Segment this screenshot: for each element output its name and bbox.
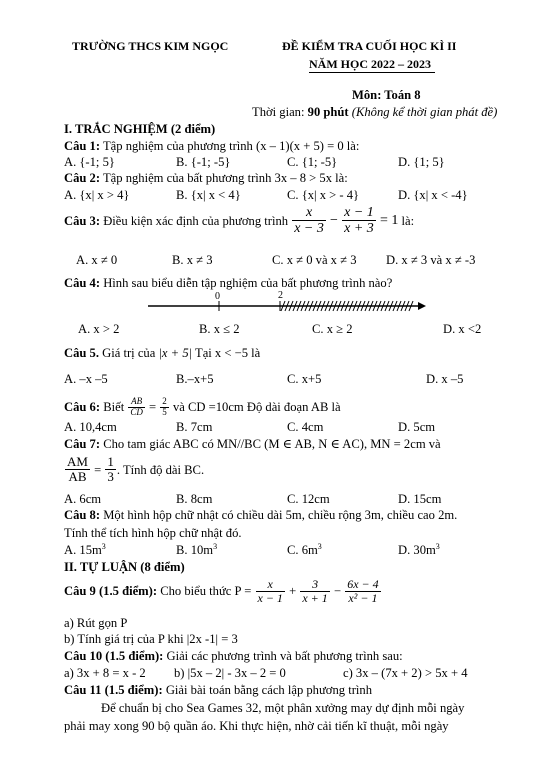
q6-fraction-ab-cd <box>128 397 145 418</box>
part2-title: II. TỰ LUẬN (8 điểm) <box>64 560 185 574</box>
q1-label: Câu 1: <box>64 139 101 153</box>
q3-fraction-2 <box>342 205 376 237</box>
q10-part-c: c) 3x – (7x + 2) > 5x + 4 <box>343 666 468 680</box>
q1-option-b: B. {-1; -5} <box>176 155 231 169</box>
q3-frac1-num: x <box>292 205 326 221</box>
q8-option-a-sup: 3 <box>101 541 106 551</box>
q6-ab: AB <box>128 397 145 408</box>
part1-title: I. TRẮC NGHIỆM (2 điểm) <box>64 122 216 136</box>
q2-text: Tập nghiệm của bất phương trình 3x – 8 > 5x là: <box>102 171 348 185</box>
q9-f2-den: x + 1 <box>302 591 328 606</box>
q9-f1-den: x − 1 <box>257 591 283 606</box>
q2-option-d: D. {x| x < -4} <box>398 188 468 202</box>
q9-part-b: b) Tính giá trị của P khi |2x -1| = 3 <box>64 632 238 646</box>
q9-plus: + <box>289 584 297 599</box>
q9-minus: − <box>333 584 342 599</box>
q5-expr: |x + 5| <box>158 346 193 360</box>
q9-f3-den: x² − 1 <box>348 591 378 606</box>
number-line-diagram <box>140 296 430 314</box>
q7-option-c: C. 12cm <box>287 492 330 506</box>
q5-option-d: D. x –5 <box>426 372 464 386</box>
q4 <box>64 277 392 290</box>
q7-option-b: B. 8cm <box>176 492 213 506</box>
q7-label: Câu 7: <box>64 437 101 451</box>
q5 <box>64 347 260 360</box>
q11-paragraph-1: Để chuẩn bị cho Sea Games 32, một phân xưởng may dự định mỗi ngày <box>101 701 465 715</box>
q8-option-d-sup: 3 <box>435 541 440 551</box>
q3-text: Điều kiện xác định của phương trình <box>103 213 289 228</box>
number-line-tick-2: 2 <box>278 290 283 301</box>
q1-option-d: D. {1; 5} <box>398 155 445 169</box>
time-label: Thời gian: <box>252 105 308 119</box>
year-underline <box>309 72 435 73</box>
q4-label: Câu 4: <box>64 276 101 290</box>
q8-option-d-text: D. 30m <box>398 543 436 557</box>
q1-text: Tập nghiệm của phương trình (x – 1)(x + 5) = 0 là: <box>102 139 360 153</box>
q7-option-d: D. 15cm <box>398 492 442 506</box>
q2-option-c: C. {x| x > - 4} <box>287 188 360 202</box>
q8-text: Một hình hộp chữ nhật có chiều dài 5m, chiều rộng 3m, chiều cao 2m. <box>103 508 458 522</box>
q8-option-c <box>287 541 322 557</box>
q11-paragraph-2: phải may xong 90 bộ quần áo. Khi thực hiện, nhờ cải tiến kĩ thuật, mỗi ngày <box>64 719 449 733</box>
q5-label: Câu 5. <box>64 346 99 360</box>
q9-fraction-1 <box>256 578 285 605</box>
q9-label: Câu 9 (1.5 điểm): <box>64 584 158 599</box>
q6-label: Câu 6: <box>64 400 101 415</box>
q4-option-c: C. x ≥ 2 <box>312 322 353 336</box>
q3-equals: = 1 <box>379 212 399 228</box>
q4-text: Hình sau biểu diễn tập nghiệm của bất phương trình nào? <box>103 276 393 290</box>
q9-fraction-2 <box>300 578 329 605</box>
q6-fraction-2-5 <box>160 397 169 418</box>
q7-ratio: $\frac{AM}{AB}$ = $\frac{1}{3}$ . Tính độ dài BC. <box>67 454 205 485</box>
q3-option-d: D. x ≠ 3 và x ≠ -3 <box>386 253 476 267</box>
q7-fraction-am-ab <box>65 455 90 485</box>
q3-label: Câu 3: <box>64 213 101 228</box>
q5-option-b: B.–x+5 <box>176 372 214 386</box>
q9 <box>64 578 382 605</box>
q5-option-c: C. x+5 <box>287 372 322 386</box>
q3-tail: là: <box>401 213 415 228</box>
q5-cond: Tại x < −5 là <box>195 346 261 360</box>
q3 <box>64 205 414 237</box>
number-line-arrow <box>418 302 426 310</box>
q7-num: 1 <box>107 454 114 469</box>
q1 <box>64 140 359 153</box>
q3-option-a: A. x ≠ 0 <box>76 253 118 267</box>
q6-option-d: D. 5cm <box>398 420 436 434</box>
school-year: NĂM HỌC 2022 – 2023 <box>309 57 431 71</box>
q6-cd: CD <box>130 406 143 417</box>
q6-option-b: B. 7cm <box>176 420 213 434</box>
q4-option-d: D. x <2 <box>443 322 482 336</box>
q9-p: P = <box>234 584 252 599</box>
number-line-tick-0: 0 <box>215 291 220 302</box>
q8-option-d <box>398 541 440 557</box>
q2-option-b: B. {x| x < 4} <box>176 188 241 202</box>
q6 <box>64 397 341 418</box>
q10-part-a: a) 3x + 8 = x - 2 <box>64 666 146 680</box>
q8-label: Câu 8: <box>64 508 101 522</box>
q1-option-a: A. {-1; 5} <box>64 155 115 169</box>
q7-text: Cho tam giác ABC có MN//BC (M ∈ AB, N ∈ AC), MN = 2cm và <box>103 437 441 451</box>
q7 <box>64 438 441 451</box>
q10 <box>64 650 403 663</box>
q6-den: 5 <box>162 406 167 417</box>
time-value: 90 phút <box>307 105 349 119</box>
q10-label: Câu 10 (1.5 điểm): <box>64 649 164 663</box>
q3-fraction-1 <box>292 205 326 237</box>
q6-text-b: và CD =10cm Độ dài đoạn AB là <box>172 400 341 415</box>
q10-text: Giải các phương trình và bất phương trình sau: <box>166 649 403 663</box>
subject: Môn: Toán 8 <box>352 88 421 102</box>
q11-label: Câu 11 (1.5 điểm): <box>64 683 163 697</box>
q9-f1-num: x <box>256 578 285 592</box>
q8-option-c-sup: 3 <box>317 541 322 551</box>
q8-option-b-sup: 3 <box>213 541 218 551</box>
q6-option-c: C. 4cm <box>287 420 324 434</box>
q3-frac2-den: x + 3 <box>344 221 374 237</box>
q11 <box>64 684 372 697</box>
exam-title: ĐỀ KIỂM TRA CUỐI HỌC KÌ II <box>282 39 457 53</box>
q8-option-a-text: A. 15m <box>64 543 102 557</box>
q3-minus: − <box>330 212 338 228</box>
q8 <box>64 509 457 522</box>
q7-tail: . Tính độ dài BC. <box>116 462 205 477</box>
q5-text: Giá trị của <box>102 346 156 360</box>
q6-text-a: Biết <box>103 400 125 415</box>
time-line <box>252 106 497 119</box>
q6-num: 2 <box>162 396 167 406</box>
q2-option-a: A. {x| x > 4} <box>64 188 130 202</box>
q3-option-b: B. x ≠ 3 <box>172 253 213 267</box>
q3-frac2-num: x − 1 <box>344 205 374 220</box>
q7-fraction-1-3 <box>105 455 116 485</box>
q10-part-b: b) |5x – 2| - 3x – 2 = 0 <box>174 666 286 680</box>
q2-label: Câu 2: <box>64 171 101 185</box>
q9-f3-num: 6x − 4 <box>347 577 379 591</box>
q8-option-a <box>64 541 106 557</box>
q8-option-b-text: B. 10m <box>176 543 214 557</box>
q4-option-a: A. x > 2 <box>78 322 120 336</box>
q11-text: Giải bài toán bằng cách lập phương trình <box>165 683 372 697</box>
q5-option-a: A. –x –5 <box>64 372 108 386</box>
q8-option-b <box>176 541 218 557</box>
q7-den: 3 <box>107 469 114 485</box>
q9-f2-num: 3 <box>300 578 329 592</box>
q9-text: Cho biểu thức <box>160 584 232 599</box>
q8-text-2: Tính thể tích hình hộp chữ nhật đó. <box>64 526 242 540</box>
q7-am: AM <box>67 454 88 469</box>
q6-eq: = <box>149 400 157 415</box>
q9-fraction-3 <box>345 578 380 605</box>
q9-part-a: a) Rút gọn P <box>64 616 128 630</box>
q2 <box>64 172 348 185</box>
q4-option-b: B. x ≤ 2 <box>199 322 240 336</box>
time-note: (Không kể thời gian phát đề) <box>351 105 498 119</box>
q3-option-c: C. x ≠ 0 và x ≠ 3 <box>272 253 357 267</box>
school-name: TRƯỜNG THCS KIM NGỌC <box>72 39 229 53</box>
q1-option-c: C. {1; -5} <box>287 155 338 169</box>
q7-option-a: A. 6cm <box>64 492 102 506</box>
q8-option-c-text: C. 6m <box>287 543 318 557</box>
q3-frac1-den: x − 3 <box>294 221 324 237</box>
q6-option-a: A. 10,4cm <box>64 420 117 434</box>
q7-ab: AB <box>68 469 87 485</box>
